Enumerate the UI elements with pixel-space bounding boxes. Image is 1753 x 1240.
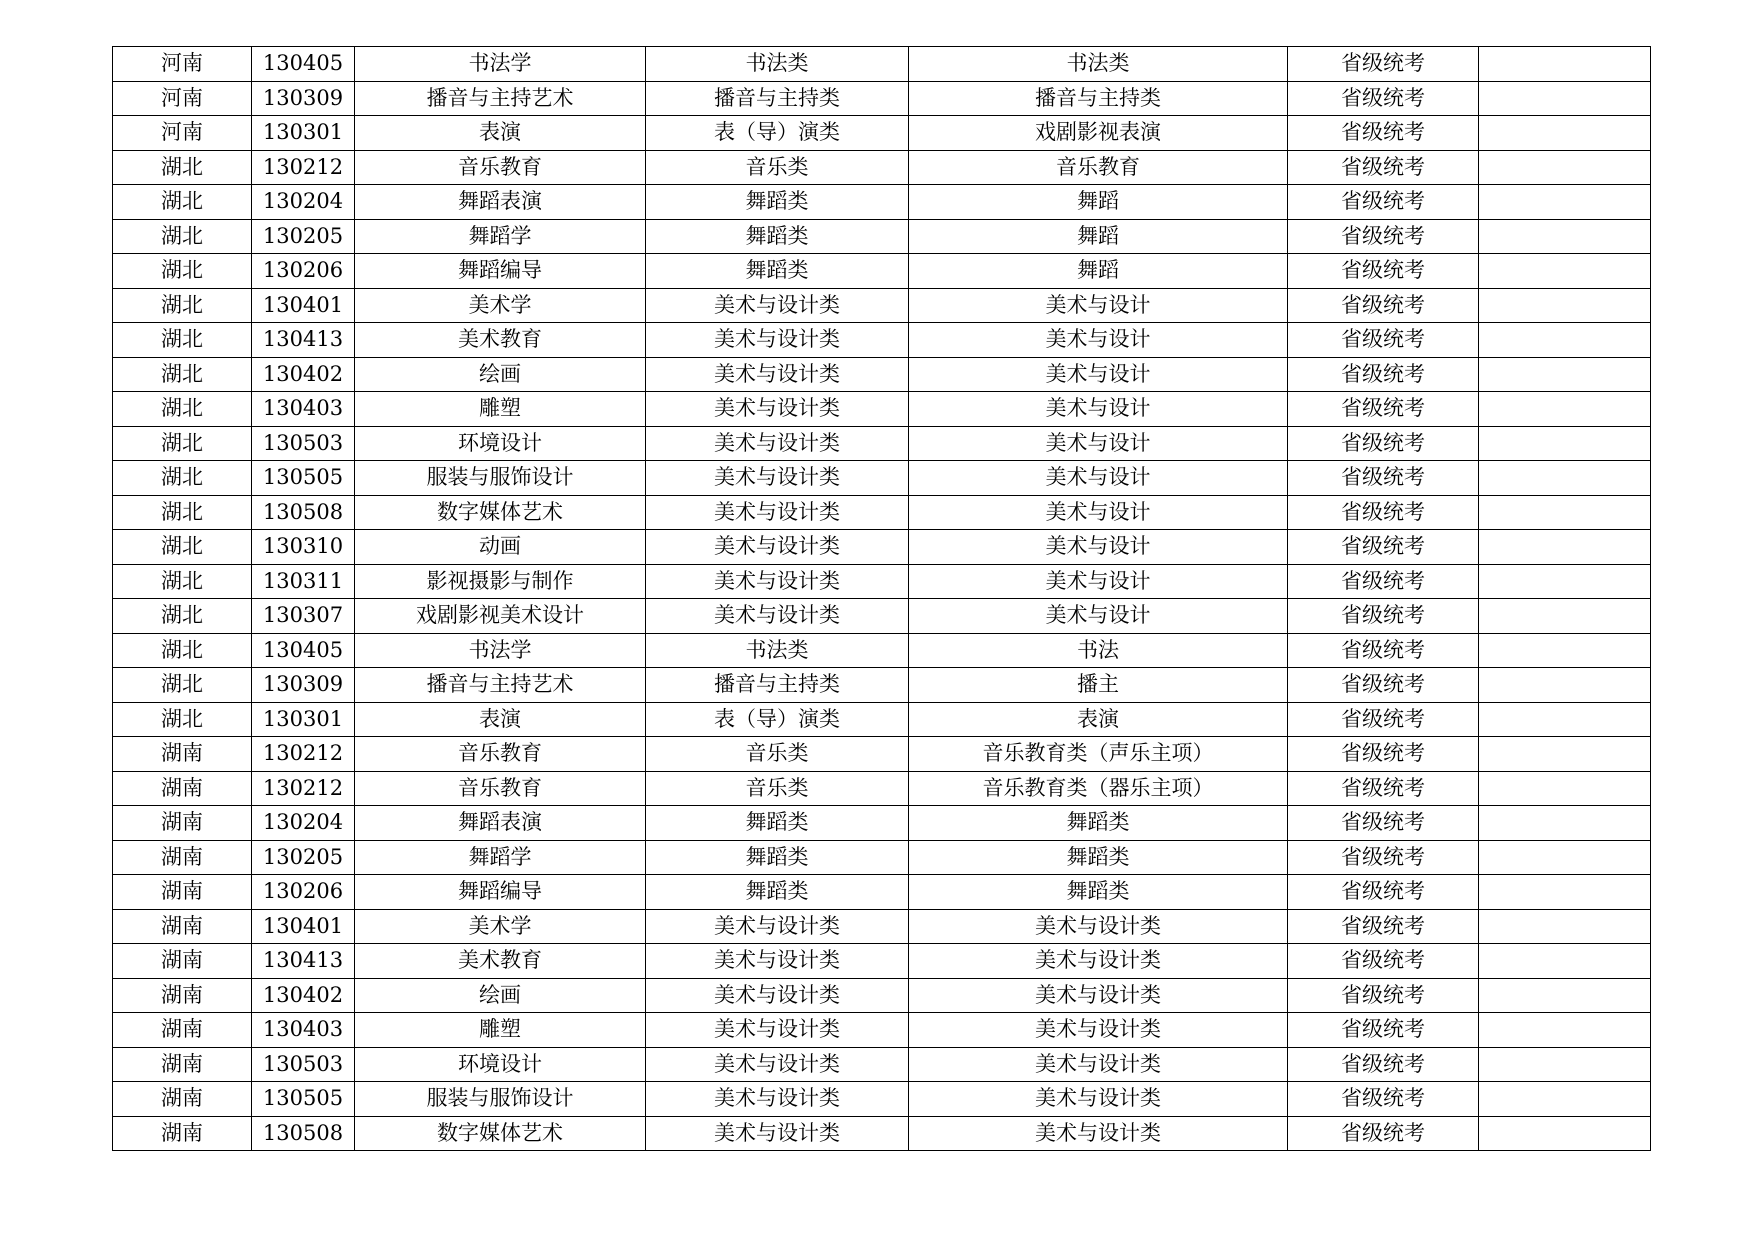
province-exam-category-cell: 音乐教育 (909, 150, 1288, 185)
province-exam-category-cell: 舞蹈类 (909, 875, 1288, 910)
exam-type-cell: 省级统考 (1288, 840, 1479, 875)
province-cell: 湖北 (113, 150, 252, 185)
table-row (113, 909, 1651, 944)
exam-type-cell: 省级统考 (1288, 495, 1479, 530)
major-code-cell: 130413 (252, 323, 355, 358)
remarks-cell (1479, 530, 1651, 565)
major-name-cell: 书法学 (355, 633, 646, 668)
exam-category-cell: 表（导）演类 (646, 702, 909, 737)
major-code-cell: 130401 (252, 909, 355, 944)
major-code-cell: 130405 (252, 47, 355, 82)
province-exam-category-cell: 戏剧影视表演 (909, 116, 1288, 151)
remarks-cell (1479, 426, 1651, 461)
major-code-cell: 130401 (252, 288, 355, 323)
exam-type-cell: 省级统考 (1288, 599, 1479, 634)
exam-category-cell: 舞蹈类 (646, 840, 909, 875)
province-exam-category-cell: 美术与设计 (909, 426, 1288, 461)
province-cell: 湖南 (113, 978, 252, 1013)
table-row (113, 254, 1651, 289)
table-row (113, 116, 1651, 151)
exam-category-cell: 音乐类 (646, 771, 909, 806)
major-code-cell: 130204 (252, 806, 355, 841)
province-exam-category-cell: 播主 (909, 668, 1288, 703)
exam-category-cell: 播音与主持类 (646, 668, 909, 703)
remarks-cell (1479, 254, 1651, 289)
exam-type-cell: 省级统考 (1288, 426, 1479, 461)
exam-category-cell: 美术与设计类 (646, 392, 909, 427)
table-row (113, 185, 1651, 220)
major-code-cell: 130206 (252, 875, 355, 910)
province-cell: 湖南 (113, 1047, 252, 1082)
table-row (113, 81, 1651, 116)
exam-category-cell: 播音与主持类 (646, 81, 909, 116)
exam-category-cell: 表（导）演类 (646, 116, 909, 151)
major-name-cell: 舞蹈编导 (355, 875, 646, 910)
province-exam-category-cell: 美术与设计类 (909, 1082, 1288, 1117)
province-cell: 湖南 (113, 806, 252, 841)
remarks-cell (1479, 875, 1651, 910)
remarks-cell (1479, 219, 1651, 254)
province-exam-category-cell: 美术与设计 (909, 495, 1288, 530)
major-code-cell: 130212 (252, 771, 355, 806)
province-cell: 湖南 (113, 909, 252, 944)
province-cell: 湖北 (113, 599, 252, 634)
remarks-cell (1479, 599, 1651, 634)
province-cell: 湖南 (113, 1082, 252, 1117)
province-exam-category-cell: 美术与设计类 (909, 978, 1288, 1013)
province-exam-category-cell: 美术与设计 (909, 357, 1288, 392)
exam-type-cell: 省级统考 (1288, 81, 1479, 116)
province-exam-category-cell: 美术与设计 (909, 599, 1288, 634)
exam-type-cell: 省级统考 (1288, 1047, 1479, 1082)
table-row (113, 461, 1651, 496)
exam-type-cell: 省级统考 (1288, 116, 1479, 151)
major-code-cell: 130301 (252, 116, 355, 151)
major-name-cell: 舞蹈表演 (355, 185, 646, 220)
exam-category-cell: 美术与设计类 (646, 495, 909, 530)
exam-type-cell: 省级统考 (1288, 1013, 1479, 1048)
province-cell: 湖北 (113, 357, 252, 392)
table-row (113, 495, 1651, 530)
remarks-cell (1479, 771, 1651, 806)
remarks-cell (1479, 357, 1651, 392)
province-cell: 湖南 (113, 737, 252, 772)
remarks-cell (1479, 1013, 1651, 1048)
major-name-cell: 环境设计 (355, 426, 646, 461)
major-code-cell: 130503 (252, 426, 355, 461)
major-name-cell: 表演 (355, 116, 646, 151)
exam-type-cell: 省级统考 (1288, 530, 1479, 565)
table-row (113, 392, 1651, 427)
major-name-cell: 绘画 (355, 978, 646, 1013)
major-code-cell: 130212 (252, 150, 355, 185)
exam-type-cell: 省级统考 (1288, 1116, 1479, 1151)
major-name-cell: 服装与服饰设计 (355, 461, 646, 496)
table-row (113, 357, 1651, 392)
remarks-cell (1479, 47, 1651, 82)
table-row (113, 668, 1651, 703)
exam-type-cell: 省级统考 (1288, 357, 1479, 392)
major-name-cell: 表演 (355, 702, 646, 737)
exam-category-cell: 美术与设计类 (646, 1047, 909, 1082)
province-cell: 湖南 (113, 944, 252, 979)
major-name-cell: 数字媒体艺术 (355, 495, 646, 530)
province-exam-category-cell: 美术与设计类 (909, 1013, 1288, 1048)
province-cell: 湖北 (113, 426, 252, 461)
province-exam-category-cell: 书法 (909, 633, 1288, 668)
province-cell: 河南 (113, 47, 252, 82)
major-code-cell: 130503 (252, 1047, 355, 1082)
province-cell: 湖南 (113, 1116, 252, 1151)
province-cell: 湖南 (113, 1013, 252, 1048)
major-name-cell: 动画 (355, 530, 646, 565)
exam-category-cell: 舞蹈类 (646, 219, 909, 254)
remarks-cell (1479, 978, 1651, 1013)
remarks-cell (1479, 909, 1651, 944)
province-exam-category-cell: 书法类 (909, 47, 1288, 82)
major-name-cell: 雕塑 (355, 1013, 646, 1048)
exam-category-cell: 舞蹈类 (646, 185, 909, 220)
table-row (113, 1116, 1651, 1151)
major-code-cell: 130206 (252, 254, 355, 289)
major-code-cell: 130301 (252, 702, 355, 737)
table-row (113, 530, 1651, 565)
major-name-cell: 舞蹈表演 (355, 806, 646, 841)
province-exam-category-cell: 美术与设计 (909, 461, 1288, 496)
exam-category-cell: 书法类 (646, 633, 909, 668)
exam-category-cell: 舞蹈类 (646, 875, 909, 910)
major-code-cell: 130403 (252, 1013, 355, 1048)
remarks-cell (1479, 495, 1651, 530)
province-exam-category-cell: 舞蹈 (909, 219, 1288, 254)
table-row (113, 737, 1651, 772)
province-cell: 湖北 (113, 530, 252, 565)
remarks-cell (1479, 116, 1651, 151)
province-cell: 湖北 (113, 392, 252, 427)
province-cell: 湖北 (113, 668, 252, 703)
province-exam-category-cell: 美术与设计类 (909, 909, 1288, 944)
table-row (113, 875, 1651, 910)
major-name-cell: 音乐教育 (355, 150, 646, 185)
major-name-cell: 播音与主持艺术 (355, 81, 646, 116)
table-row (113, 702, 1651, 737)
table-row (113, 323, 1651, 358)
exam-type-cell: 省级统考 (1288, 909, 1479, 944)
province-exam-category-cell: 美术与设计类 (909, 944, 1288, 979)
province-cell: 湖北 (113, 288, 252, 323)
remarks-cell (1479, 1082, 1651, 1117)
table-row (113, 944, 1651, 979)
major-name-cell: 服装与服饰设计 (355, 1082, 646, 1117)
province-exam-category-cell: 美术与设计类 (909, 1047, 1288, 1082)
major-name-cell: 影视摄影与制作 (355, 564, 646, 599)
province-cell: 河南 (113, 81, 252, 116)
major-code-cell: 130205 (252, 840, 355, 875)
table-row (113, 1013, 1651, 1048)
province-exam-category-cell: 美术与设计 (909, 323, 1288, 358)
exam-category-cell: 美术与设计类 (646, 1116, 909, 1151)
exam-type-cell: 省级统考 (1288, 461, 1479, 496)
major-name-cell: 音乐教育 (355, 771, 646, 806)
remarks-cell (1479, 150, 1651, 185)
exam-type-cell: 省级统考 (1288, 633, 1479, 668)
exam-type-cell: 省级统考 (1288, 288, 1479, 323)
exam-category-cell: 美术与设计类 (646, 909, 909, 944)
remarks-cell (1479, 288, 1651, 323)
province-exam-category-cell: 舞蹈 (909, 254, 1288, 289)
province-exam-category-cell: 美术与设计 (909, 564, 1288, 599)
major-code-cell: 130205 (252, 219, 355, 254)
province-cell: 湖北 (113, 633, 252, 668)
table-body (113, 47, 1651, 1151)
exam-category-cell: 音乐类 (646, 737, 909, 772)
exam-type-cell: 省级统考 (1288, 771, 1479, 806)
exam-category-cell: 音乐类 (646, 150, 909, 185)
major-code-cell: 130403 (252, 392, 355, 427)
table-row (113, 219, 1651, 254)
exam-type-cell: 省级统考 (1288, 806, 1479, 841)
exam-type-cell: 省级统考 (1288, 978, 1479, 1013)
remarks-cell (1479, 1116, 1651, 1151)
table-row (113, 840, 1651, 875)
major-code-cell: 130508 (252, 495, 355, 530)
exam-category-cell: 美术与设计类 (646, 323, 909, 358)
remarks-cell (1479, 461, 1651, 496)
exam-type-cell: 省级统考 (1288, 392, 1479, 427)
major-name-cell: 音乐教育 (355, 737, 646, 772)
exam-type-cell: 省级统考 (1288, 150, 1479, 185)
province-exam-category-cell: 表演 (909, 702, 1288, 737)
major-name-cell: 书法学 (355, 47, 646, 82)
major-name-cell: 数字媒体艺术 (355, 1116, 646, 1151)
remarks-cell (1479, 81, 1651, 116)
major-name-cell: 舞蹈学 (355, 840, 646, 875)
major-name-cell: 雕塑 (355, 392, 646, 427)
province-cell: 湖北 (113, 564, 252, 599)
province-cell: 湖北 (113, 702, 252, 737)
major-code-cell: 130309 (252, 668, 355, 703)
table-row (113, 288, 1651, 323)
province-cell: 湖北 (113, 185, 252, 220)
major-name-cell: 舞蹈编导 (355, 254, 646, 289)
major-name-cell: 播音与主持艺术 (355, 668, 646, 703)
major-code-cell: 130204 (252, 185, 355, 220)
exam-type-cell: 省级统考 (1288, 47, 1479, 82)
remarks-cell (1479, 702, 1651, 737)
province-cell: 湖北 (113, 323, 252, 358)
province-cell: 湖北 (113, 495, 252, 530)
exam-category-cell: 美术与设计类 (646, 564, 909, 599)
major-code-cell: 130413 (252, 944, 355, 979)
table-row (113, 771, 1651, 806)
exam-category-cell: 美术与设计类 (646, 426, 909, 461)
exam-type-cell: 省级统考 (1288, 185, 1479, 220)
province-exam-category-cell: 美术与设计 (909, 530, 1288, 565)
province-exam-category-cell: 美术与设计 (909, 288, 1288, 323)
exam-type-cell: 省级统考 (1288, 702, 1479, 737)
province-exam-category-cell: 舞蹈类 (909, 840, 1288, 875)
remarks-cell (1479, 944, 1651, 979)
remarks-cell (1479, 185, 1651, 220)
major-name-cell: 美术教育 (355, 323, 646, 358)
major-name-cell: 美术学 (355, 288, 646, 323)
province-cell: 湖北 (113, 461, 252, 496)
exam-type-cell: 省级统考 (1288, 219, 1479, 254)
admissions-table (112, 46, 1651, 1151)
major-name-cell: 舞蹈学 (355, 219, 646, 254)
exam-category-cell: 美术与设计类 (646, 944, 909, 979)
table-row (113, 564, 1651, 599)
major-code-cell: 130505 (252, 1082, 355, 1117)
major-code-cell: 130402 (252, 357, 355, 392)
province-exam-category-cell: 美术与设计类 (909, 1116, 1288, 1151)
exam-type-cell: 省级统考 (1288, 1082, 1479, 1117)
exam-type-cell: 省级统考 (1288, 564, 1479, 599)
remarks-cell (1479, 323, 1651, 358)
exam-type-cell: 省级统考 (1288, 668, 1479, 703)
province-cell: 湖北 (113, 219, 252, 254)
exam-type-cell: 省级统考 (1288, 254, 1479, 289)
remarks-cell (1479, 564, 1651, 599)
major-code-cell: 130311 (252, 564, 355, 599)
exam-category-cell: 书法类 (646, 47, 909, 82)
remarks-cell (1479, 1047, 1651, 1082)
table-row (113, 806, 1651, 841)
major-code-cell: 130310 (252, 530, 355, 565)
table-row (113, 1082, 1651, 1117)
major-code-cell: 130402 (252, 978, 355, 1013)
major-code-cell: 130212 (252, 737, 355, 772)
remarks-cell (1479, 806, 1651, 841)
province-cell: 湖南 (113, 771, 252, 806)
exam-type-cell: 省级统考 (1288, 875, 1479, 910)
exam-type-cell: 省级统考 (1288, 737, 1479, 772)
table-row (113, 1047, 1651, 1082)
table-row (113, 47, 1651, 82)
major-code-cell: 130505 (252, 461, 355, 496)
exam-category-cell: 美术与设计类 (646, 1013, 909, 1048)
major-code-cell: 130309 (252, 81, 355, 116)
province-cell: 湖北 (113, 254, 252, 289)
remarks-cell (1479, 668, 1651, 703)
exam-category-cell: 美术与设计类 (646, 1082, 909, 1117)
remarks-cell (1479, 392, 1651, 427)
major-code-cell: 130405 (252, 633, 355, 668)
exam-category-cell: 美术与设计类 (646, 530, 909, 565)
table-row (113, 633, 1651, 668)
exam-category-cell: 美术与设计类 (646, 288, 909, 323)
remarks-cell (1479, 737, 1651, 772)
table-row (113, 599, 1651, 634)
table-row (113, 426, 1651, 461)
table-row (113, 978, 1651, 1013)
major-name-cell: 美术教育 (355, 944, 646, 979)
province-cell: 河南 (113, 116, 252, 151)
province-exam-category-cell: 舞蹈类 (909, 806, 1288, 841)
province-exam-category-cell: 舞蹈 (909, 185, 1288, 220)
province-exam-category-cell: 美术与设计 (909, 392, 1288, 427)
remarks-cell (1479, 633, 1651, 668)
province-exam-category-cell: 播音与主持类 (909, 81, 1288, 116)
exam-category-cell: 美术与设计类 (646, 978, 909, 1013)
province-exam-category-cell: 音乐教育类（器乐主项） (909, 771, 1288, 806)
exam-category-cell: 美术与设计类 (646, 599, 909, 634)
exam-category-cell: 舞蹈类 (646, 806, 909, 841)
province-exam-category-cell: 音乐教育类（声乐主项） (909, 737, 1288, 772)
exam-category-cell: 美术与设计类 (646, 461, 909, 496)
exam-type-cell: 省级统考 (1288, 323, 1479, 358)
table-row (113, 150, 1651, 185)
remarks-cell (1479, 840, 1651, 875)
major-name-cell: 戏剧影视美术设计 (355, 599, 646, 634)
exam-category-cell: 美术与设计类 (646, 357, 909, 392)
province-cell: 湖南 (113, 840, 252, 875)
major-name-cell: 美术学 (355, 909, 646, 944)
major-code-cell: 130508 (252, 1116, 355, 1151)
major-code-cell: 130307 (252, 599, 355, 634)
province-cell: 湖南 (113, 875, 252, 910)
major-name-cell: 环境设计 (355, 1047, 646, 1082)
major-name-cell: 绘画 (355, 357, 646, 392)
exam-type-cell: 省级统考 (1288, 944, 1479, 979)
exam-category-cell: 舞蹈类 (646, 254, 909, 289)
